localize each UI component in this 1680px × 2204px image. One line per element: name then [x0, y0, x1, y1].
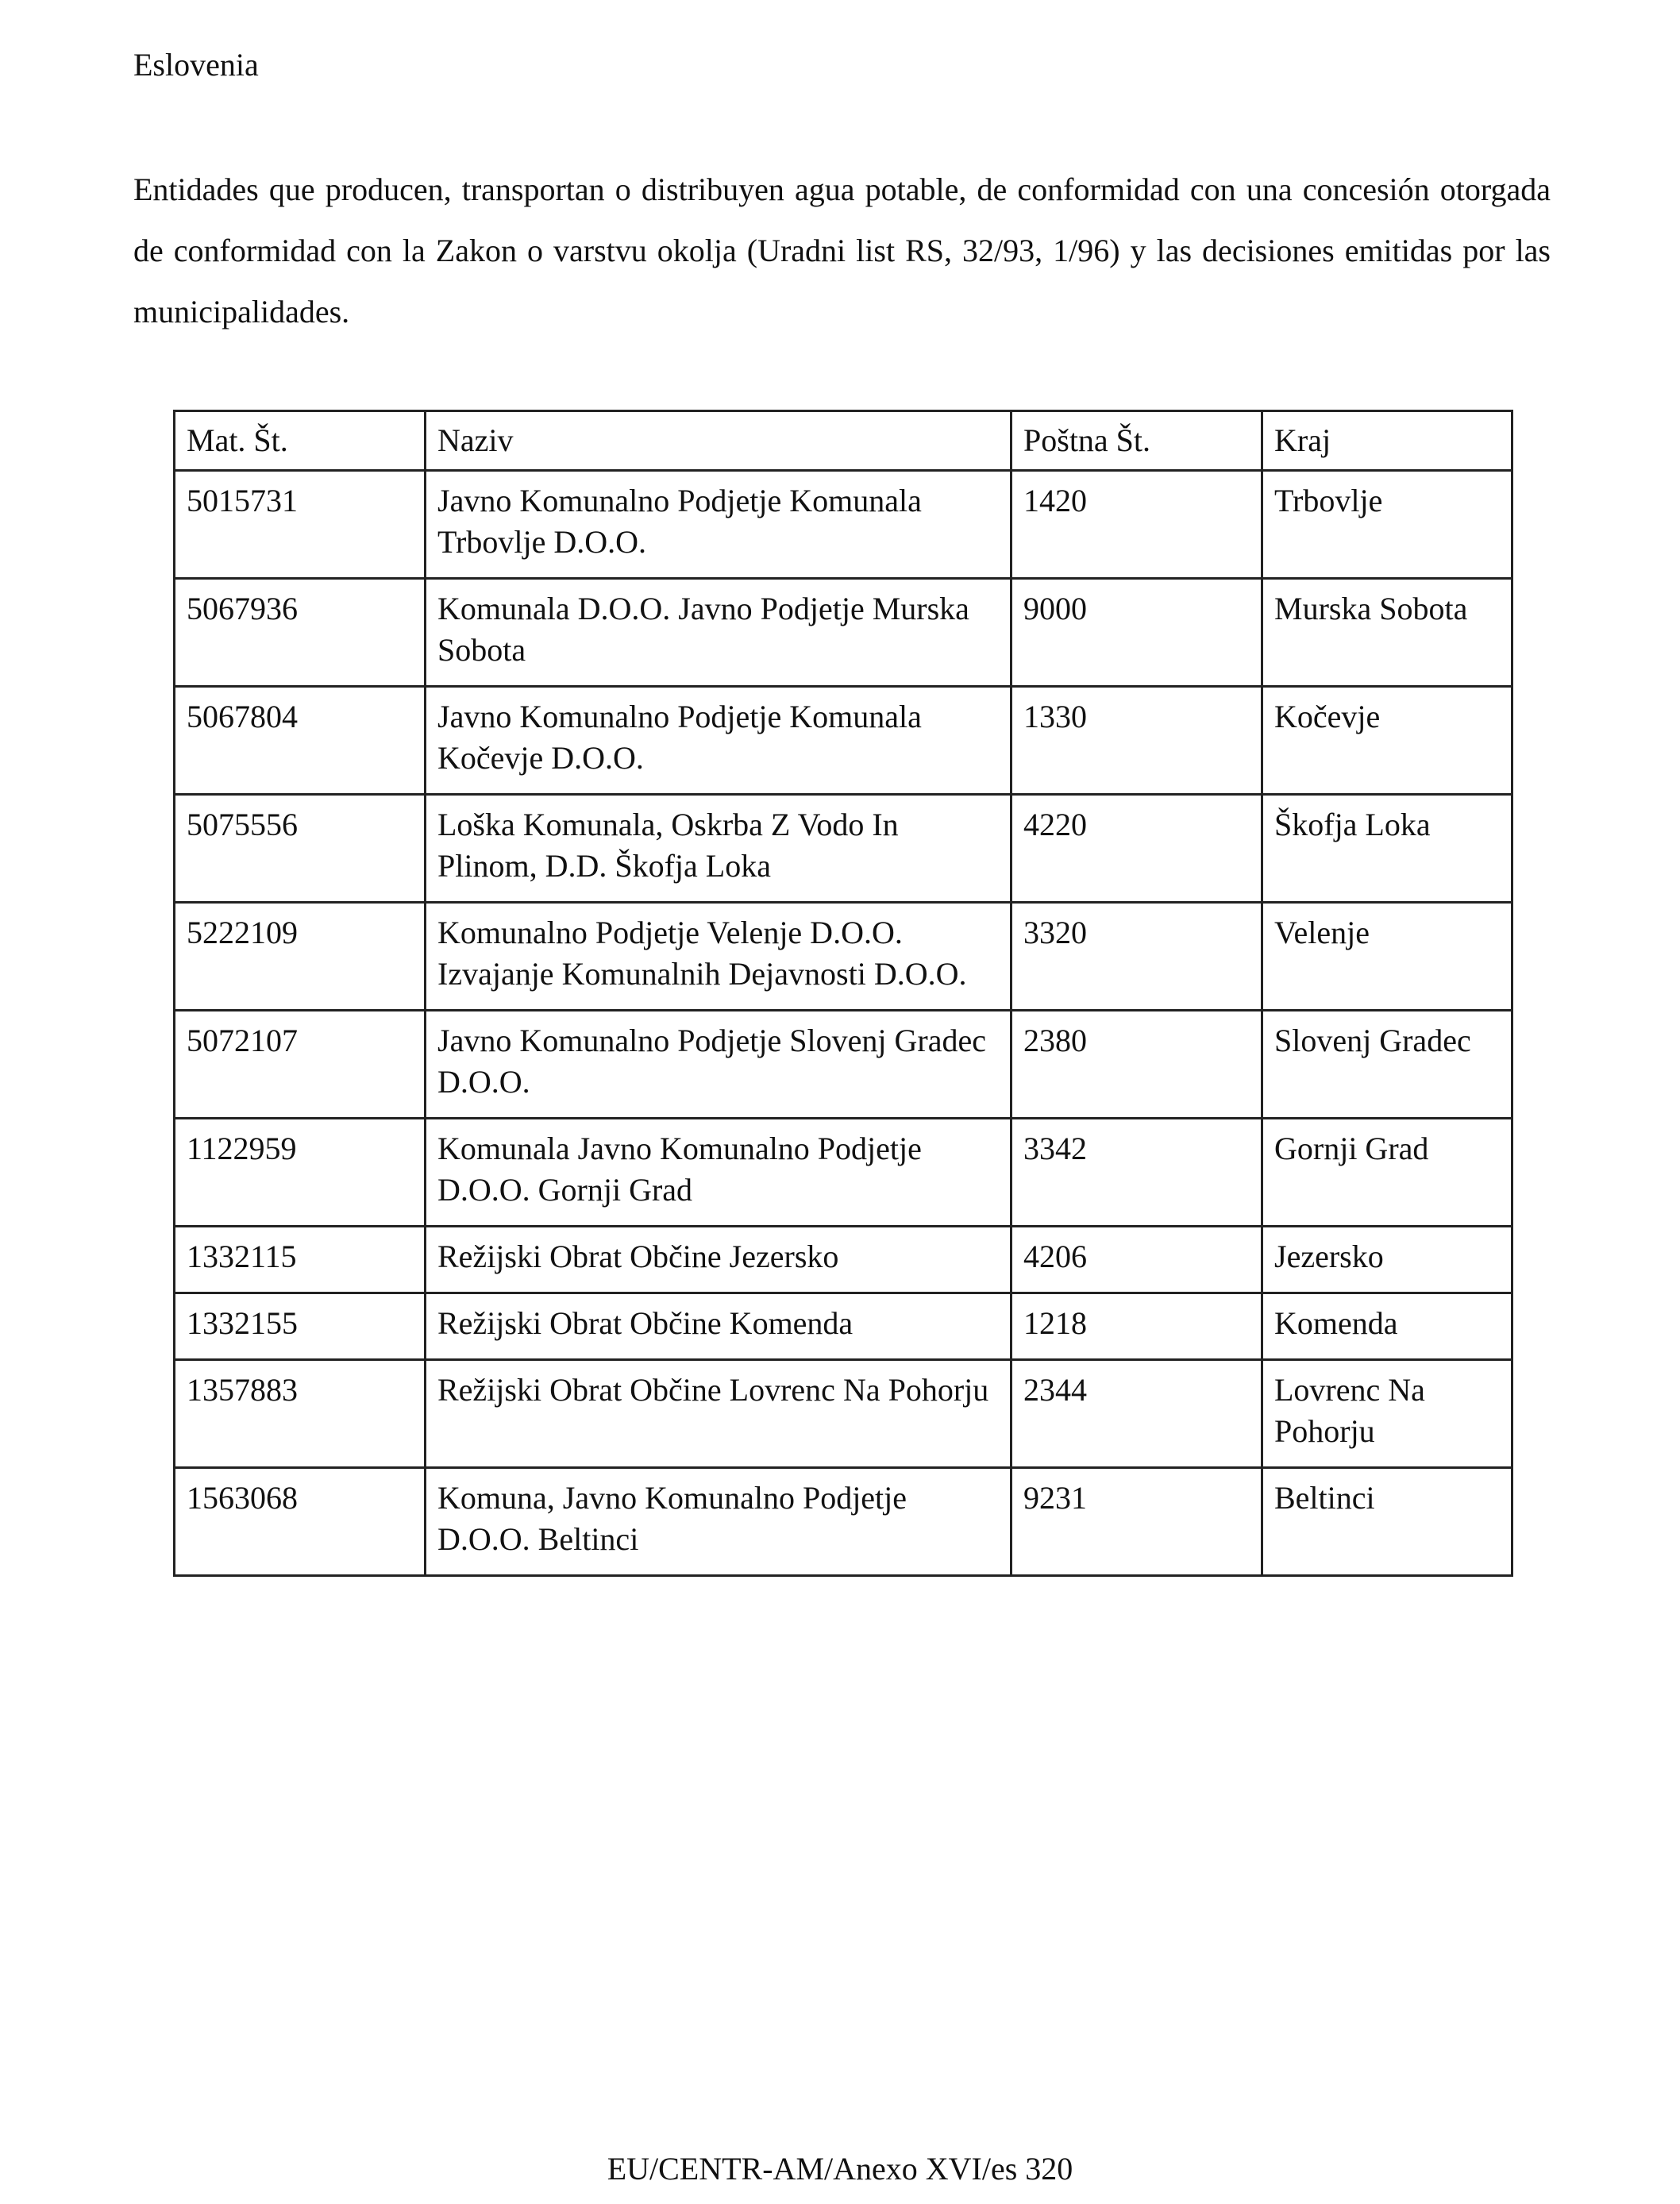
entities-table [173, 410, 1513, 1577]
cell-kraj: Trbovlje [1262, 471, 1512, 579]
cell-kraj: Murska Sobota [1262, 579, 1512, 687]
cell-mat-st: 5067936 [175, 579, 426, 687]
cell-kraj: Gornji Grad [1262, 1119, 1512, 1227]
cell-naziv: Režijski Obrat Občine Lovrenc Na Pohorju [426, 1360, 1011, 1468]
header-kraj: Kraj [1262, 411, 1512, 471]
cell-postna-st: 3320 [1011, 903, 1262, 1011]
cell-kraj: Velenje [1262, 903, 1512, 1011]
cell-mat-st: 1357883 [175, 1360, 426, 1468]
table-row [175, 1468, 1512, 1576]
table-row [175, 471, 1512, 579]
cell-postna-st: 1218 [1011, 1293, 1262, 1360]
header-postna-st: Poštna Št. [1011, 411, 1262, 471]
cell-naziv: Komunala Javno Komunalno Podjetje D.O.O. Gornji Grad [426, 1119, 1011, 1227]
cell-postna-st: 4206 [1011, 1227, 1262, 1293]
table-row [175, 1011, 1512, 1119]
cell-naziv: Režijski Obrat Občine Komenda [426, 1293, 1011, 1360]
cell-naziv: Režijski Obrat Občine Jezersko [426, 1227, 1011, 1293]
table-row [175, 903, 1512, 1011]
cell-kraj: Beltinci [1262, 1468, 1512, 1576]
cell-postna-st: 2344 [1011, 1360, 1262, 1468]
cell-naziv: Komunalno Podjetje Velenje D.O.O. Izvajanje Komunalnih Dejavnosti D.O.O. [426, 903, 1011, 1011]
table-row [175, 1360, 1512, 1468]
cell-naziv: Loška Komunala, Oskrba Z Vodo In Plinom, D.D. Škofja Loka [426, 795, 1011, 903]
cell-kraj: Komenda [1262, 1293, 1512, 1360]
cell-mat-st: 5072107 [175, 1011, 426, 1119]
cell-postna-st: 1330 [1011, 687, 1262, 795]
table-row [175, 687, 1512, 795]
cell-mat-st: 1332155 [175, 1293, 426, 1360]
table-row [175, 579, 1512, 687]
intro-paragraph: Entidades que producen, transportan o distribuyen agua potable, de conformidad con una concesión otorgada de conformidad con la Zakon o varstvu okolja (Uradni list RS, 32/93, 1/96) y las decisiones emitidas por las municipalidades. [133, 171, 1551, 329]
cell-mat-st: 5222109 [175, 903, 426, 1011]
country-heading: Eslovenia [133, 47, 259, 83]
table-header-row [175, 411, 1512, 471]
cell-mat-st: 1563068 [175, 1468, 426, 1576]
cell-mat-st: 5075556 [175, 795, 426, 903]
cell-postna-st: 4220 [1011, 795, 1262, 903]
cell-mat-st: 5015731 [175, 471, 426, 579]
table-row [175, 795, 1512, 903]
cell-postna-st: 1420 [1011, 471, 1262, 579]
cell-naziv: Javno Komunalno Podjetje Komunala Trbovlje D.O.O. [426, 471, 1011, 579]
cell-mat-st: 1122959 [175, 1119, 426, 1227]
page-footer: EU/CENTR-AM/Anexo XVI/es 320 [607, 2151, 1073, 2187]
entities-table-container [173, 410, 1511, 1577]
header-mat-st: Mat. Št. [175, 411, 426, 471]
cell-naziv: Javno Komunalno Podjetje Slovenj Gradec D.O.O. [426, 1011, 1011, 1119]
cell-kraj: Slovenj Gradec [1262, 1011, 1512, 1119]
cell-kraj: Lovrenc Na Pohorju [1262, 1360, 1512, 1468]
cell-naziv: Komunala D.O.O. Javno Podjetje Murska Sobota [426, 579, 1011, 687]
header-naziv: Naziv [426, 411, 1011, 471]
table-row [175, 1293, 1512, 1360]
table-row [175, 1119, 1512, 1227]
cell-mat-st: 5067804 [175, 687, 426, 795]
cell-postna-st: 9231 [1011, 1468, 1262, 1576]
cell-kraj: Kočevje [1262, 687, 1512, 795]
table-row [175, 1227, 1512, 1293]
cell-mat-st: 1332115 [175, 1227, 426, 1293]
cell-naziv: Javno Komunalno Podjetje Komunala Kočevje D.O.O. [426, 687, 1011, 795]
cell-postna-st: 9000 [1011, 579, 1262, 687]
cell-kraj: Škofja Loka [1262, 795, 1512, 903]
cell-postna-st: 3342 [1011, 1119, 1262, 1227]
cell-postna-st: 2380 [1011, 1011, 1262, 1119]
cell-naziv: Komuna, Javno Komunalno Podjetje D.O.O. Beltinci [426, 1468, 1011, 1576]
cell-kraj: Jezersko [1262, 1227, 1512, 1293]
